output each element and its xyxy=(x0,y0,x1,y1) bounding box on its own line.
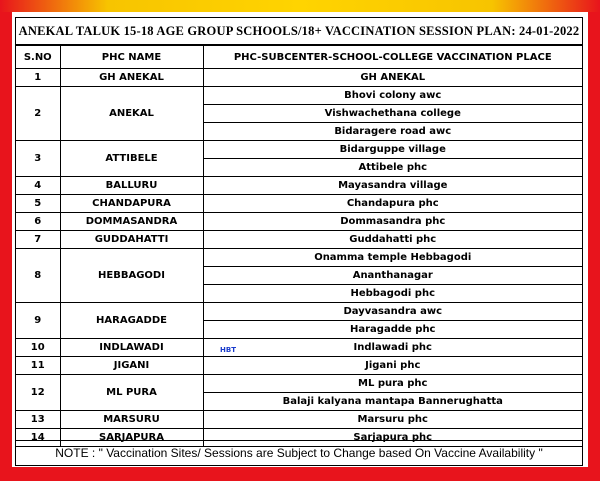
row-sno: 3 xyxy=(16,141,60,177)
row-vaccination-place: Bidaragere road awc xyxy=(203,123,582,141)
table-row xyxy=(16,87,582,105)
row-vaccination-place: Ananthanagar xyxy=(203,267,582,285)
row-vaccination-place: GH ANEKAL xyxy=(203,69,582,87)
row-phc-name: ML PURA xyxy=(60,375,203,411)
row-vaccination-place: ML pura phc xyxy=(203,375,582,393)
row-sno: 7 xyxy=(16,231,60,249)
row-phc-name: CHANDAPURA xyxy=(60,195,203,213)
table-row xyxy=(16,69,582,87)
row-vaccination-place: Dommasandra phc xyxy=(203,213,582,231)
table-row xyxy=(16,195,582,213)
row-vaccination-place: Guddahatti phc xyxy=(203,231,582,249)
row-vaccination-place: Bidarguppe village xyxy=(203,141,582,159)
table-header-row xyxy=(16,46,582,69)
table-row xyxy=(16,213,582,231)
row-vaccination-place: Sarjapura phc xyxy=(203,429,582,447)
header-phc-name: PHC NAME xyxy=(60,46,203,69)
row-vaccination-place: Onamma temple Hebbagodi xyxy=(203,249,582,267)
row-sno: 10 xyxy=(16,339,60,357)
row-vaccination-place: Marsuru phc xyxy=(203,411,582,429)
row-sno: 2 xyxy=(16,87,60,141)
row-sno: 11 xyxy=(16,357,60,375)
row-vaccination-place: Chandapura phc xyxy=(203,195,582,213)
table-body xyxy=(16,69,582,447)
header-vaccination-place: PHC-SUBCENTER-SCHOOL-COLLEGE VACCINATION PLACE xyxy=(203,46,582,69)
row-phc-name: GUDDAHATTI xyxy=(60,231,203,249)
row-phc-name: MARSURU xyxy=(60,411,203,429)
table-row xyxy=(16,357,582,375)
row-vaccination-place: Vishwachethana college xyxy=(203,105,582,123)
row-sno: 8 xyxy=(16,249,60,303)
row-sno: 4 xyxy=(16,177,60,195)
hbt-watermark: HBT xyxy=(220,346,236,354)
row-phc-name: DOMMASANDRA xyxy=(60,213,203,231)
row-vaccination-place: Dayvasandra awc xyxy=(203,303,582,321)
table-row xyxy=(16,177,582,195)
row-phc-name: INDLAWADI xyxy=(60,339,203,357)
table-row xyxy=(16,339,582,357)
row-vaccination-place: Haragadde phc xyxy=(203,321,582,339)
row-sno: 13 xyxy=(16,411,60,429)
row-vaccination-place: Hebbagodi phc xyxy=(203,285,582,303)
row-sno: 1 xyxy=(16,69,60,87)
row-phc-name: ATTIBELE xyxy=(60,141,203,177)
plan-title: ANEKAL TALUK 15-18 AGE GROUP SCHOOLS/18+ VACCINATION SESSION PLAN: 24-01-2022 xyxy=(16,18,582,45)
vaccination-plan-sheet xyxy=(15,17,583,466)
row-phc-name: ANEKAL xyxy=(60,87,203,141)
row-sno: 6 xyxy=(16,213,60,231)
row-phc-name: HEBBAGODI xyxy=(60,249,203,303)
table-row xyxy=(16,141,582,159)
row-vaccination-place: Balaji kalyana mantapa Bannerughatta xyxy=(203,393,582,411)
row-vaccination-place: Mayasandra village xyxy=(203,177,582,195)
table-row xyxy=(16,375,582,393)
row-vaccination-place: Jigani phc xyxy=(203,357,582,375)
row-sno: 9 xyxy=(16,303,60,339)
row-phc-name: BALLURU xyxy=(60,177,203,195)
row-phc-name: JIGANI xyxy=(60,357,203,375)
row-vaccination-place: Bhovi colony awc xyxy=(203,87,582,105)
availability-note: NOTE : " Vaccination Sites/ Sessions are Subject to Change based On Vaccine Availability " xyxy=(16,440,582,465)
row-sno: 14 xyxy=(16,429,60,447)
header-sno: S.NO xyxy=(16,46,60,69)
row-sno: 5 xyxy=(16,195,60,213)
row-vaccination-place: Attibele phc xyxy=(203,159,582,177)
session-table xyxy=(16,45,582,447)
row-vaccination-place: Indlawadi phc xyxy=(203,339,582,357)
table-row xyxy=(16,249,582,267)
row-phc-name: HARAGADDE xyxy=(60,303,203,339)
row-phc-name: GH ANEKAL xyxy=(60,69,203,87)
table-row xyxy=(16,231,582,249)
table-row xyxy=(16,303,582,321)
row-phc-name: SARJAPURA xyxy=(60,429,203,447)
table-row xyxy=(16,411,582,429)
row-sno: 12 xyxy=(16,375,60,411)
